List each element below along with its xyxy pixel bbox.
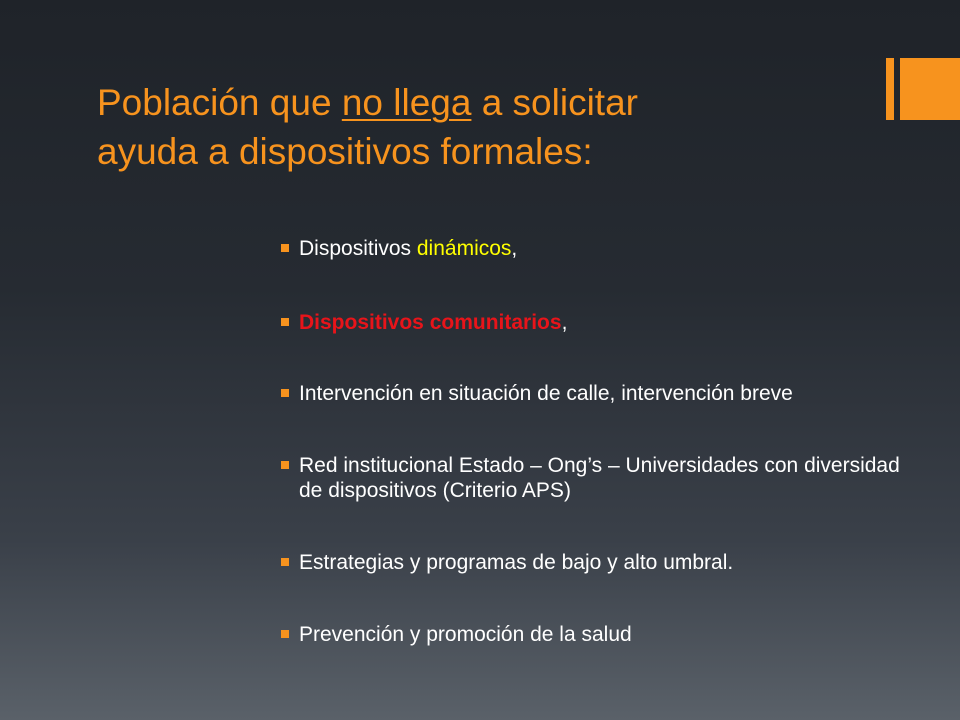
bullet-text: Intervención en situación de calle, intervención breve: [299, 382, 793, 405]
bullet-item-5: [280, 550, 920, 575]
bullet-square-icon: [281, 558, 289, 566]
bullet-item-1: [280, 236, 920, 261]
bullet-highlight: dinámicos: [416, 237, 512, 260]
bullet-text: Prevención y promoción de la salud: [299, 623, 632, 646]
bullet-square-icon: [281, 318, 289, 326]
bullet-item-6: [280, 622, 920, 647]
bullet-item-3: [280, 381, 920, 406]
bullet-square-icon: [281, 630, 289, 638]
bullet-square-icon: [281, 389, 289, 397]
slide-title: [97, 78, 857, 176]
bullet-square-icon: [281, 244, 289, 252]
bullet-item-4: [280, 453, 920, 503]
bullet-list: [280, 236, 920, 647]
title-underlined: no llega: [341, 82, 472, 123]
bullet-item-2: [280, 310, 920, 335]
title-line-2: ayuda a dispositivos formales:: [97, 131, 593, 172]
bullet-text: Dispositivos: [299, 237, 417, 260]
bullet-text: Estrategias y programas de bajo y alto umbral.: [299, 551, 734, 574]
bullet-suffix: ,: [511, 237, 518, 260]
bullet-square-icon: [281, 461, 289, 469]
title-part-2: a solicitar: [471, 82, 638, 123]
bullet-suffix: ,: [561, 311, 568, 334]
bullet-highlight: Dispositivos comunitarios: [299, 311, 562, 334]
accent-bar-thin: [886, 58, 894, 120]
accent-bar-block: [900, 58, 960, 120]
bullet-text: Red institucional Estado – Ong’s – Universidades con diversidad de dispositivos (Criterio APS): [299, 454, 900, 502]
title-part-1: Población que: [97, 82, 342, 123]
